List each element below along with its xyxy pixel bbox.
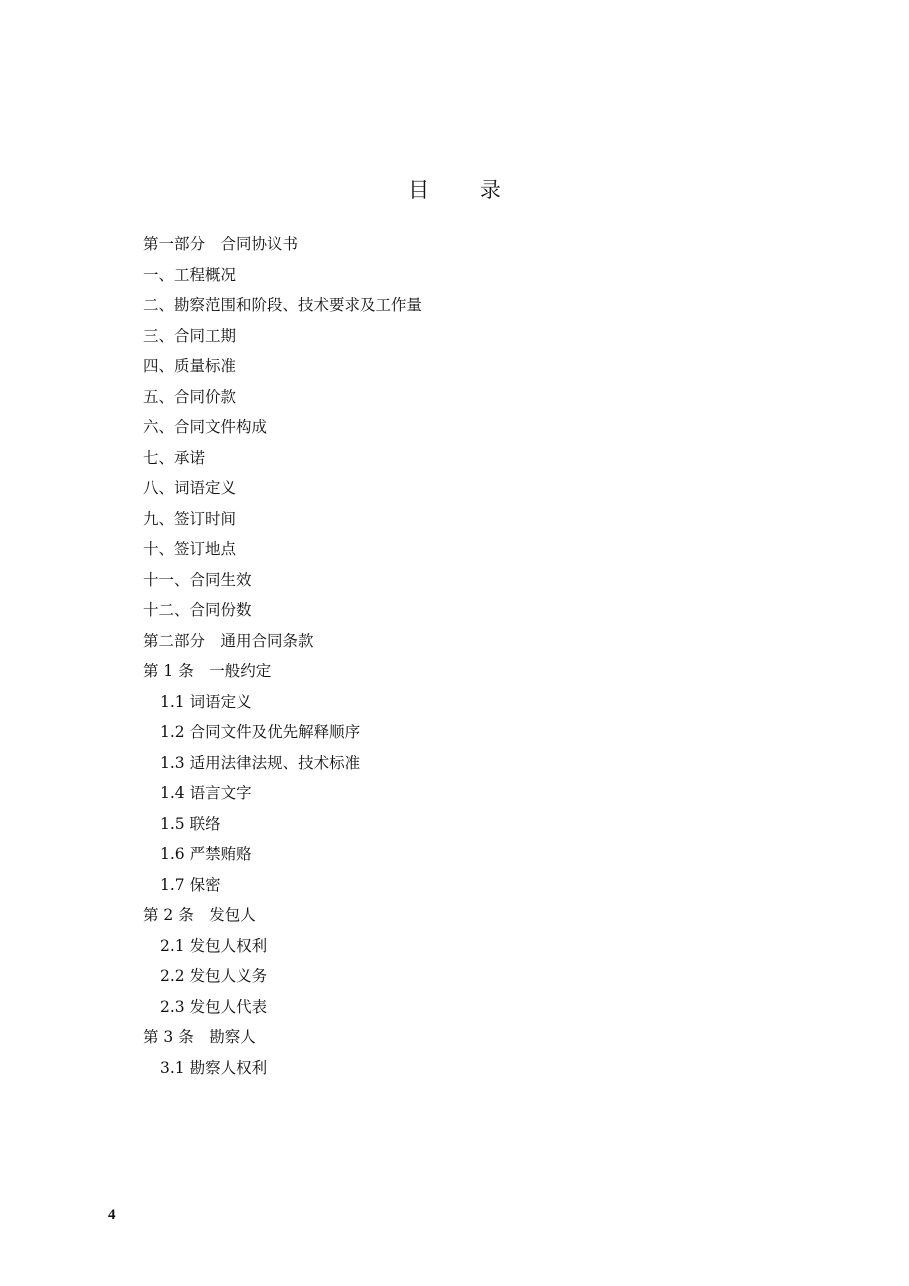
toc-subentry: 1.4 语言文字	[160, 784, 252, 802]
toc-title: 目 录	[408, 178, 523, 202]
toc-subentry: 1.7 保密	[160, 875, 221, 894]
toc-entry: 六、合同文件构成	[143, 418, 268, 436]
toc-subentry: 2.2 发包人义务	[160, 967, 268, 985]
toc-entry: 第 2 条 发包人	[143, 906, 256, 924]
toc-entry: 第二部分 通用合同条款	[143, 631, 314, 650]
toc-entry: 第 3 条 勘察人	[143, 1028, 256, 1046]
page-number: 4	[108, 1207, 116, 1223]
toc-entry: 十二、合同份数	[143, 601, 252, 619]
toc-entry: 第一部分 合同协议书	[143, 235, 299, 253]
toc-entry: 七、承诺	[143, 448, 206, 467]
toc-subentry: 1.2 合同文件及优先解释顺序	[160, 723, 361, 741]
toc-list	[143, 229, 763, 1083]
toc-subentry: 3.1 勘察人权利	[160, 1058, 268, 1077]
toc-entry: 十一、合同生效	[143, 570, 252, 589]
toc-entry: 一、工程概况	[143, 265, 237, 284]
toc-entry: 三、合同工期	[143, 326, 237, 345]
toc-entry: 二、勘察范围和阶段、技术要求及工作量	[143, 296, 423, 314]
toc-entry: 八、词语定义	[143, 479, 237, 497]
toc-entry: 五、合同价款	[143, 387, 237, 406]
toc-subentry: 2.3 发包人代表	[160, 997, 268, 1016]
toc-subentry: 1.3 适用法律法规、技术标准	[160, 753, 361, 772]
toc-entry: 十、签订地点	[143, 540, 237, 558]
toc-entry: 四、质量标准	[143, 357, 237, 375]
toc-entry: 九、签订时间	[143, 509, 237, 528]
toc-subentry: 1.1 词语定义	[160, 692, 252, 711]
toc-subentry: 2.1 发包人权利	[160, 936, 268, 955]
toc-subentry: 1.6 严禁贿赂	[160, 845, 252, 863]
toc-subentry: 1.5 联络	[160, 814, 221, 833]
toc-entry: 第 1 条 一般约定	[143, 662, 272, 680]
